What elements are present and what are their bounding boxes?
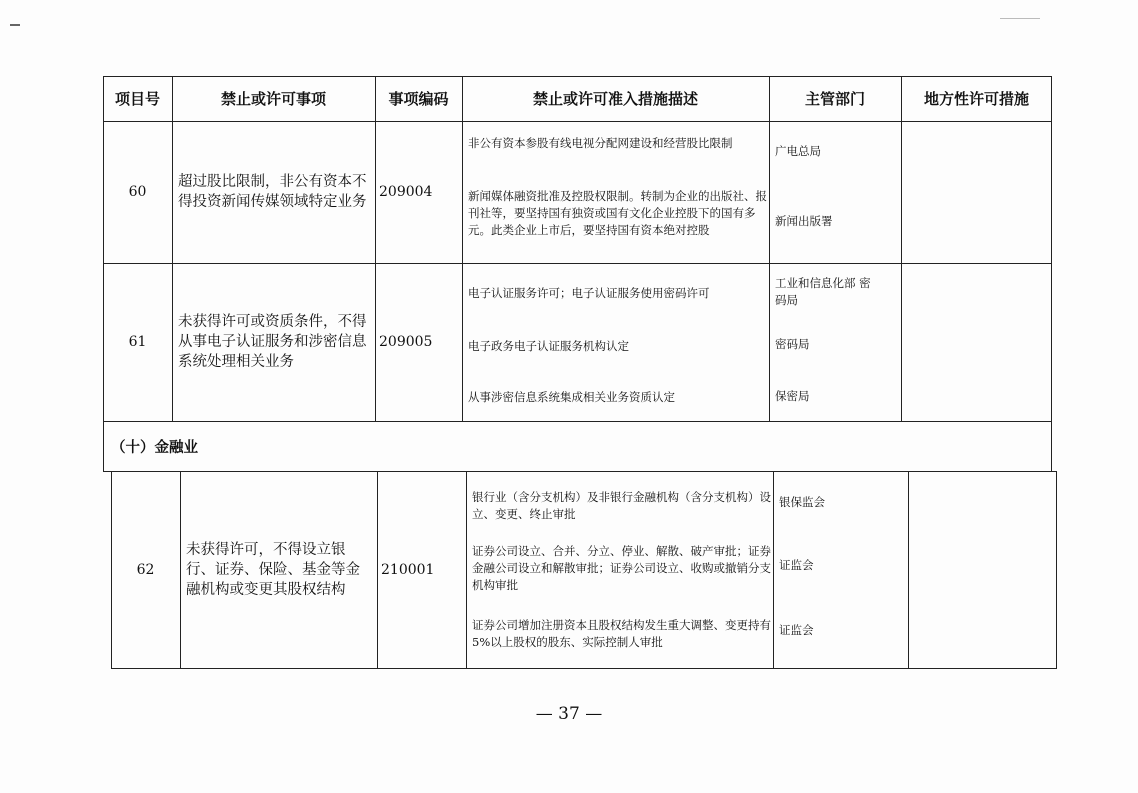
- row-60-no: 60: [128, 184, 147, 200]
- header-code: 事项编码: [388, 90, 449, 108]
- row-62-desc-1: 银行业（含分支机构）及非银行金融机构（含分支机构）设立、变更、终止审批: [472, 490, 771, 521]
- row-62-dept-3: 证监会: [779, 623, 814, 637]
- row-62-desc-3: 证券公司增加注册资本且股权结构发生重大调整、变更持有5%以上股权的股东、实际控制人审批: [472, 618, 771, 649]
- row-61-desc-3: 从事涉密信息系统集成相关业务资质认定: [468, 390, 675, 404]
- row-61-code: 209005: [379, 334, 433, 350]
- row-60-dept-1: 广电总局: [775, 144, 821, 158]
- header-item: 禁止或许可事项: [220, 90, 326, 108]
- header-item-no: 项目号: [114, 90, 160, 108]
- header-dept: 主管部门: [804, 90, 865, 108]
- row-62-dept-2: 证监会: [779, 558, 814, 572]
- row-60-desc-2: 新闻媒体融资批准及控股权限制。转制为企业的出版社、报刊社等，要坚持国有独资或国有文化企业控股下的国有多元。此类企业上市后，要坚持国有资本绝对控股: [468, 189, 767, 237]
- row-61-dept-3: 保密局: [775, 389, 810, 403]
- header-desc: 禁止或许可准入措施描述: [532, 90, 698, 108]
- row-62-dept-1: 银保监会: [779, 495, 825, 509]
- row-60-item: 超过股比限制，非公有资本不得投资新闻传媒领域特定业务: [178, 174, 367, 210]
- row-60-dept-2: 新闻出版署: [775, 214, 833, 228]
- row-61-item: 未获得许可或资质条件，不得从事电子认证服务和涉密信息系统处理相关业务: [178, 314, 367, 370]
- row-60-code: 209004: [379, 184, 433, 200]
- row-61-no: 61: [128, 334, 147, 350]
- header-local: 地方性许可措施: [923, 90, 1029, 108]
- row-61-desc-1: 电子认证服务许可；电子认证服务使用密码许可: [468, 286, 710, 300]
- row-61-desc-2: 电子政务电子认证服务机构认定: [468, 339, 629, 353]
- row-62-no: 62: [136, 562, 155, 578]
- row-60-desc-1: 非公有资本参股有线电视分配网建设和经营股比限制: [468, 136, 733, 150]
- row-62-item: 未获得许可，不得设立银行、证券、保险、基金等金融机构或变更其股权结构: [186, 542, 360, 598]
- row-62-code: 210001: [381, 562, 435, 578]
- row-61-dept-1: 工业和信息化部 密码局: [775, 276, 871, 307]
- section-title: （十）金融业: [111, 439, 198, 456]
- row-62-desc-2: 证券公司设立、合并、分立、停业、解散、破产审批；证券金融公司设立和解散审批；证券公司设立、收购或撤销分支机构审批: [472, 544, 771, 592]
- page-number: — 37 —: [535, 704, 603, 724]
- row-61-dept-2: 密码局: [775, 337, 810, 351]
